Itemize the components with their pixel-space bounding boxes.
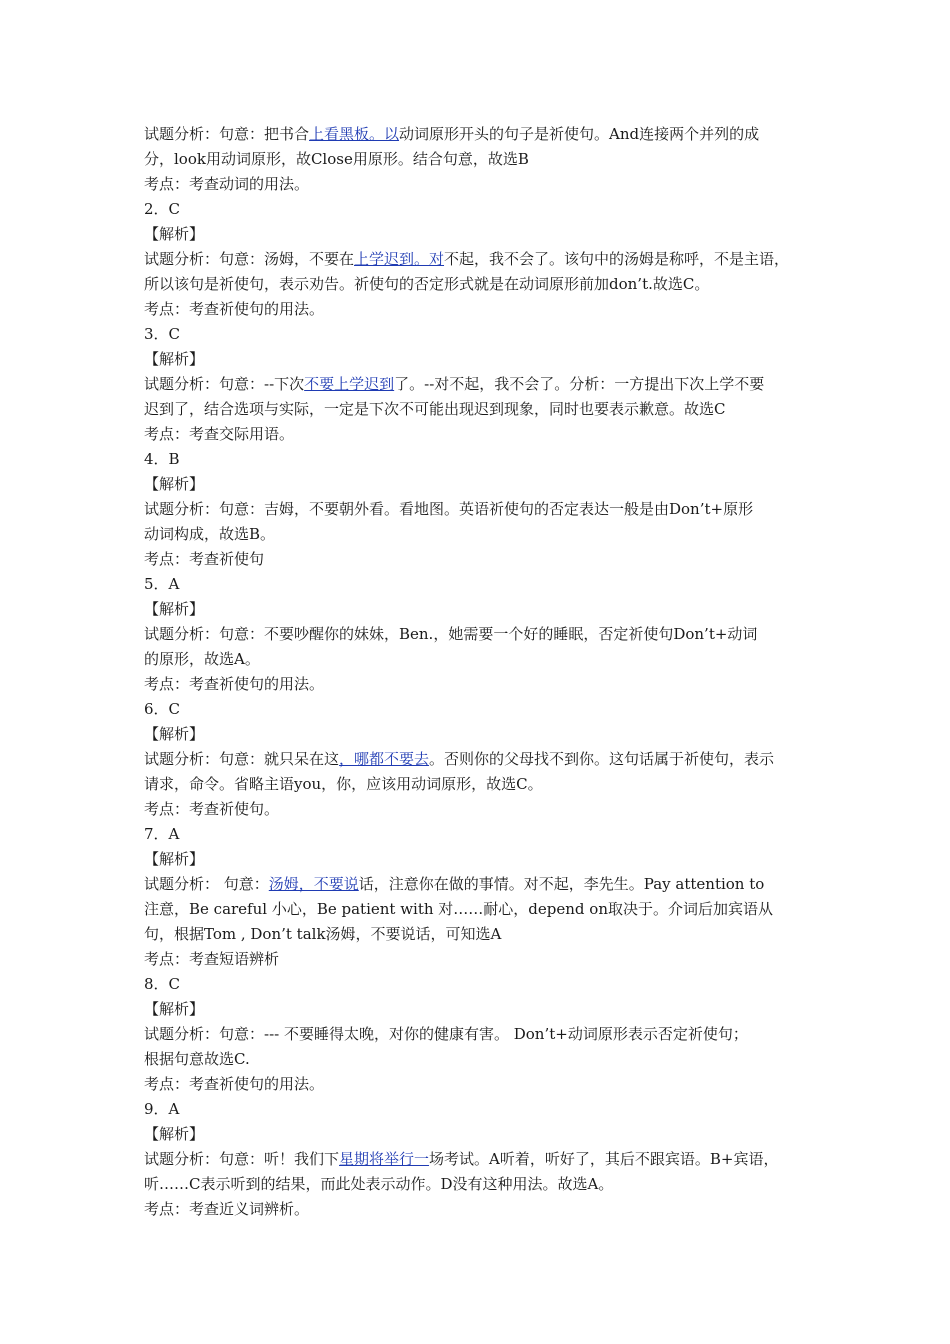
- inline-link[interactable]: 不要上学迟到: [304, 375, 395, 393]
- analysis-text: 动词构成，故选B。: [144, 525, 276, 543]
- analysis-line: [144, 747, 814, 772]
- answer-item: [144, 447, 814, 572]
- inline-link[interactable]: 星期将举行一: [339, 1150, 430, 1168]
- answer-item: [144, 322, 814, 447]
- analysis-line: [144, 522, 814, 547]
- exam-point: 考点：考查短语辨析: [144, 950, 280, 968]
- answer-item: [144, 197, 814, 322]
- exam-point: 考点：考查祈使句的用法。: [144, 1075, 325, 1093]
- analysis-text: 试题分析：句意：--下次: [144, 375, 305, 393]
- analysis-line: [144, 1147, 814, 1172]
- exam-point: 考点：考查祈使句的用法。: [144, 300, 325, 318]
- analysis-text: 试题分析：句意：把书合: [144, 125, 310, 143]
- answer-number: 2．C: [144, 200, 181, 218]
- analysis-text: 迟到了，结合选项与实际，一定是下次不可能出现迟到现象，同时也要表示歉意。故选C: [144, 400, 726, 418]
- analysis-text: 话，注意你在做的事情。对不起，李先生。Pay attention to: [358, 875, 765, 893]
- analysis-text: 注意，Be careful 小心，Be patient with 对……耐心，depend on取决于。介词后加宾语从: [144, 900, 773, 918]
- answer-item: [144, 1097, 814, 1222]
- inline-link[interactable]: 上学迟到。对: [354, 250, 445, 268]
- analysis-text: 听……C表示听到的结果，而此处表示动作。D没有这种用法。故选A。: [144, 1175, 614, 1193]
- analysis-line: [144, 397, 814, 422]
- analysis-text: 场考试。A听着，听好了，其后不跟宾语。B+宾语，: [429, 1150, 779, 1168]
- answer-item: [144, 697, 814, 822]
- analysis-line: [144, 772, 814, 797]
- analysis-text: 所以该句是祈使句，表示劝告。祈使句的否定形式就是在动词原形前加don’t.故选C。: [144, 275, 710, 293]
- exam-point: 考点：考查交际用语。: [144, 425, 295, 443]
- analysis-heading: 【解析】: [144, 1000, 205, 1018]
- analysis-heading: 【解析】: [144, 725, 205, 743]
- answer-number: 8．C: [144, 975, 181, 993]
- analysis-line: [144, 1047, 814, 1072]
- exam-point: 考点：考查祈使句的用法。: [144, 675, 325, 693]
- inline-link[interactable]: 汤姆，不要说: [268, 875, 359, 893]
- answer-number: 9．A: [144, 1100, 180, 1118]
- inline-link[interactable]: ，哪都不要去: [339, 750, 430, 768]
- analysis-heading: 【解析】: [144, 350, 205, 368]
- analysis-line: [144, 872, 814, 897]
- analysis-text: 请求，命令。省略主语you，你，应该用动词原形，故选C。: [144, 775, 543, 793]
- analysis-text: 句，根据Tom , Don’t talk汤姆，不要说话，可知选A: [144, 925, 502, 943]
- answer-number: 6．C: [144, 700, 181, 718]
- analysis-line: [144, 272, 814, 297]
- analysis-line: [144, 497, 814, 522]
- analysis-heading: 【解析】: [144, 225, 205, 243]
- analysis-text: 的原形，故选A。: [144, 650, 260, 668]
- analysis-text: 根据句意故选C.: [144, 1050, 250, 1068]
- analysis-text: 了。--对不起，我不会了。分析：一方提出下次上学不要: [394, 375, 765, 393]
- answer-item: [144, 822, 814, 972]
- analysis-text: 试题分析：句意：汤姆，不要在: [144, 250, 355, 268]
- analysis-line: [144, 622, 814, 647]
- analysis-text: 试题分析：句意：就只呆在这: [144, 750, 340, 768]
- analysis-text: 动词原形开头的句子是祈使句。And连接两个并列的成: [399, 125, 760, 143]
- analysis-line: [144, 897, 814, 922]
- answer-item: [144, 972, 814, 1097]
- exam-point: 考点：考查动词的用法。: [144, 175, 310, 193]
- analysis-line: [144, 1022, 814, 1047]
- analysis-line: [144, 247, 814, 272]
- analysis-heading: 【解析】: [144, 600, 205, 618]
- analysis-text: 试题分析： 句意：: [144, 875, 269, 893]
- analysis-line: [144, 922, 814, 947]
- analysis-text: 分，look用动词原形，故Close用原形。结合句意，故选B: [144, 150, 529, 168]
- answer-number: 7．A: [144, 825, 180, 843]
- exam-point: 考点：考查祈使句: [144, 550, 265, 568]
- analysis-text: 。否则你的父母找不到你。这句话属于祈使句，表示: [429, 750, 775, 768]
- answer-item: [144, 572, 814, 697]
- answer-document: [144, 122, 814, 1222]
- analysis-heading: 【解析】: [144, 1125, 205, 1143]
- exam-point: 考点：考查近义词辨析。: [144, 1200, 310, 1218]
- analysis-text: 试题分析：句意：--- 不要睡得太晚，对你的健康有害。 Don’t+动词原形表示否定祈使句；: [144, 1025, 748, 1043]
- analysis-text: 试题分析：句意：吉姆，不要朝外看。看地图。英语祈使句的否定表达一般是由Don’t+原形: [144, 500, 754, 518]
- analysis-heading: 【解析】: [144, 475, 205, 493]
- analysis-line: [144, 147, 814, 172]
- answer-item: [144, 122, 814, 197]
- inline-link[interactable]: 上看黑板。以: [309, 125, 400, 143]
- analysis-line: [144, 647, 814, 672]
- answer-number: 5．A: [144, 575, 180, 593]
- exam-point: 考点：考查祈使句。: [144, 800, 280, 818]
- answer-number: 3．C: [144, 325, 181, 343]
- answer-number: 4．B: [144, 450, 180, 468]
- analysis-text: 试题分析：句意：不要吵醒你的妹妹，Ben.，她需要一个好的睡眠，否定祈使句Don’t+动词: [144, 625, 758, 643]
- analysis-line: [144, 122, 814, 147]
- analysis-line: [144, 1172, 814, 1197]
- analysis-line: [144, 372, 814, 397]
- analysis-text: 试题分析：句意：听！我们下: [144, 1150, 340, 1168]
- analysis-text: 不起，我不会了。该句中的汤姆是称呼，不是主语，: [444, 250, 790, 268]
- analysis-heading: 【解析】: [144, 850, 205, 868]
